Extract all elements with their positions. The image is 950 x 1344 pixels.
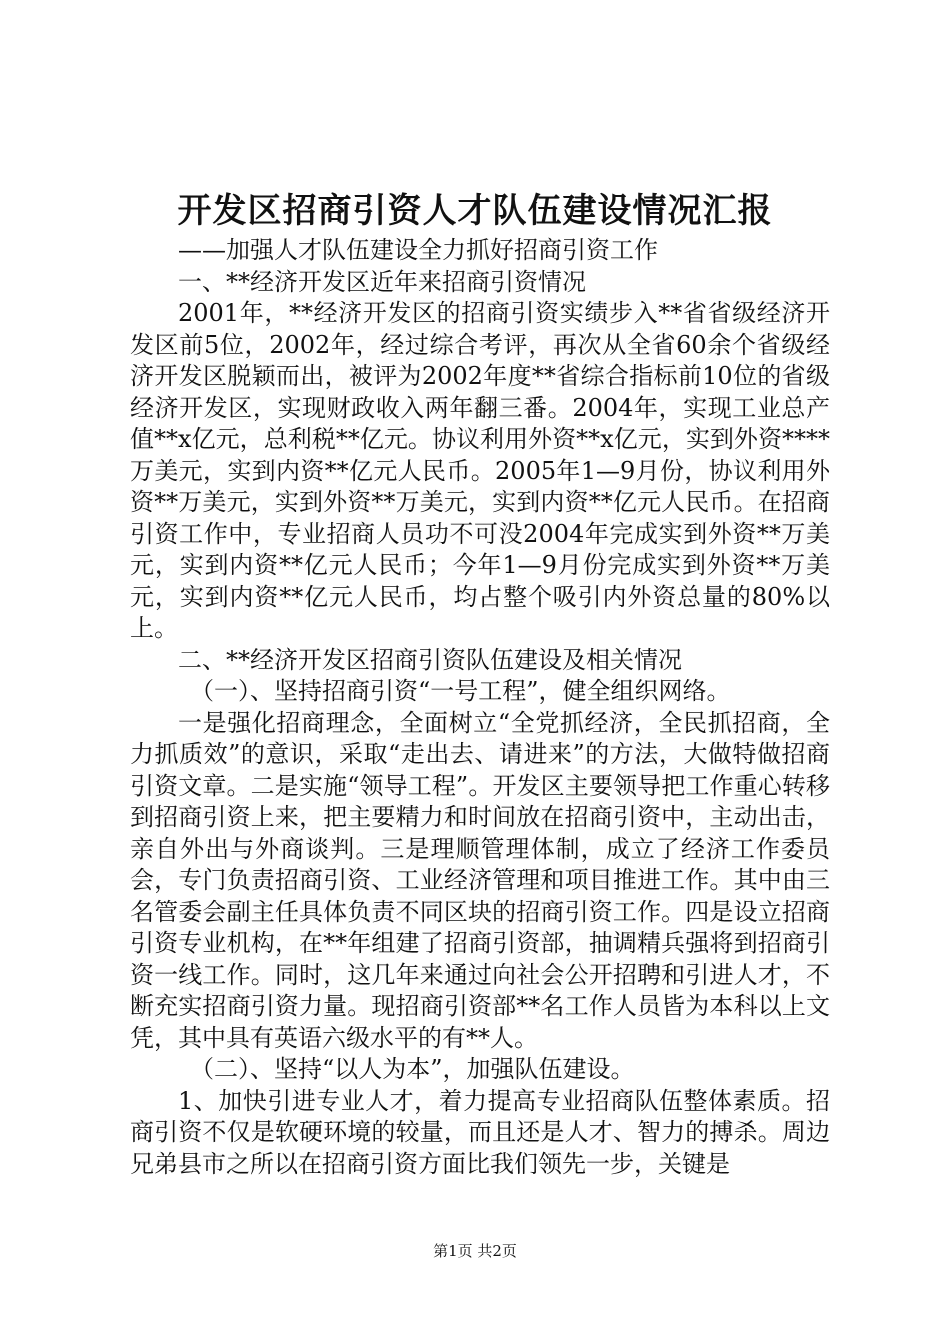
paragraph: （一）、坚持招商引资“一号工程”，健全组织网络。 [190,677,731,705]
paragraph: （二）、坚持“以人为本”，加强队伍建设。 [190,1055,635,1083]
paragraph: 1、加快引进专业人才，着力提高专业招商队伍整体素质。招商引资不仅是软硬环境的较量，而且还是人才、智力的搏杀。周边兄弟县市之所以在招商引资方面比我们领先一步，关键是 [130,1086,830,1178]
page-number-footer: 第1页 共2页 [433,1242,517,1260]
document-title: 开发区招商引资人才队伍建设情况汇报 [177,191,773,231]
document-body [130,235,830,1180]
document-subtitle: ——加强人才队伍建设全力抓好招商引资工作 [178,236,658,264]
paragraph: 一是强化招商理念，全面树立“全党抓经济，全民抓招商，全力抓质效”的意识，采取“走出去、请进来”的方法，大做特做招商引资文章。二是实施“领导工程”。开发区主要领导把工作重心转移到招商引资上来，把主要精力和时间放在招商引资中，主动出击，亲自外出与外商谈判。三是理顺管理体制，成立了经济工作委员会，专门负责招商引资、工业经济管理和项目推进工作。其中由三名管委会副主任具体负责不同区块的招商引资工作。四是设立招商引资专业机构，在**年组建了招商引资部，抽调精兵强将到招商引资一线工作。同时，这几年来通过向社会公开招聘和引进人才，不断充实招商引资力量。现招商引资部**名工作人员皆为本科以上文凭，其中具有英语六级水平的有**人。 [130,708,830,1052]
paragraph: 2001年，**经济开发区的招商引资实绩步入**省省级经济开发区前5位，2002年，经过综合考评，再次从全省60余个省级经济开发区脱颖而出，被评为2002年度**省综合指标前10位的省级经济开发区，实现财政收入两年翻三番。2004年，实现工业总产值**x亿元，总利税**亿元。协议利用外资**x亿元，实到外资****万美元，实到内资**亿元人民币。2005年1—9月份，协议利用外资**万美元，实到外资**万美元，实到内资**亿元人民币。在招商引资工作中，专业招商人员功不可没2004年完成实到外资**万美元，实到内资**亿元人民币；今年1—9月份完成实到外资**万美元，实到内资**亿元人民币，均占整个吸引内外资总量的80%以上。 [130,299,830,642]
paragraph: 一、**经济开发区近年来招商引资情况 [178,267,586,296]
paragraph: 二、**经济开发区招商引资队伍建设及相关情况 [178,645,682,674]
